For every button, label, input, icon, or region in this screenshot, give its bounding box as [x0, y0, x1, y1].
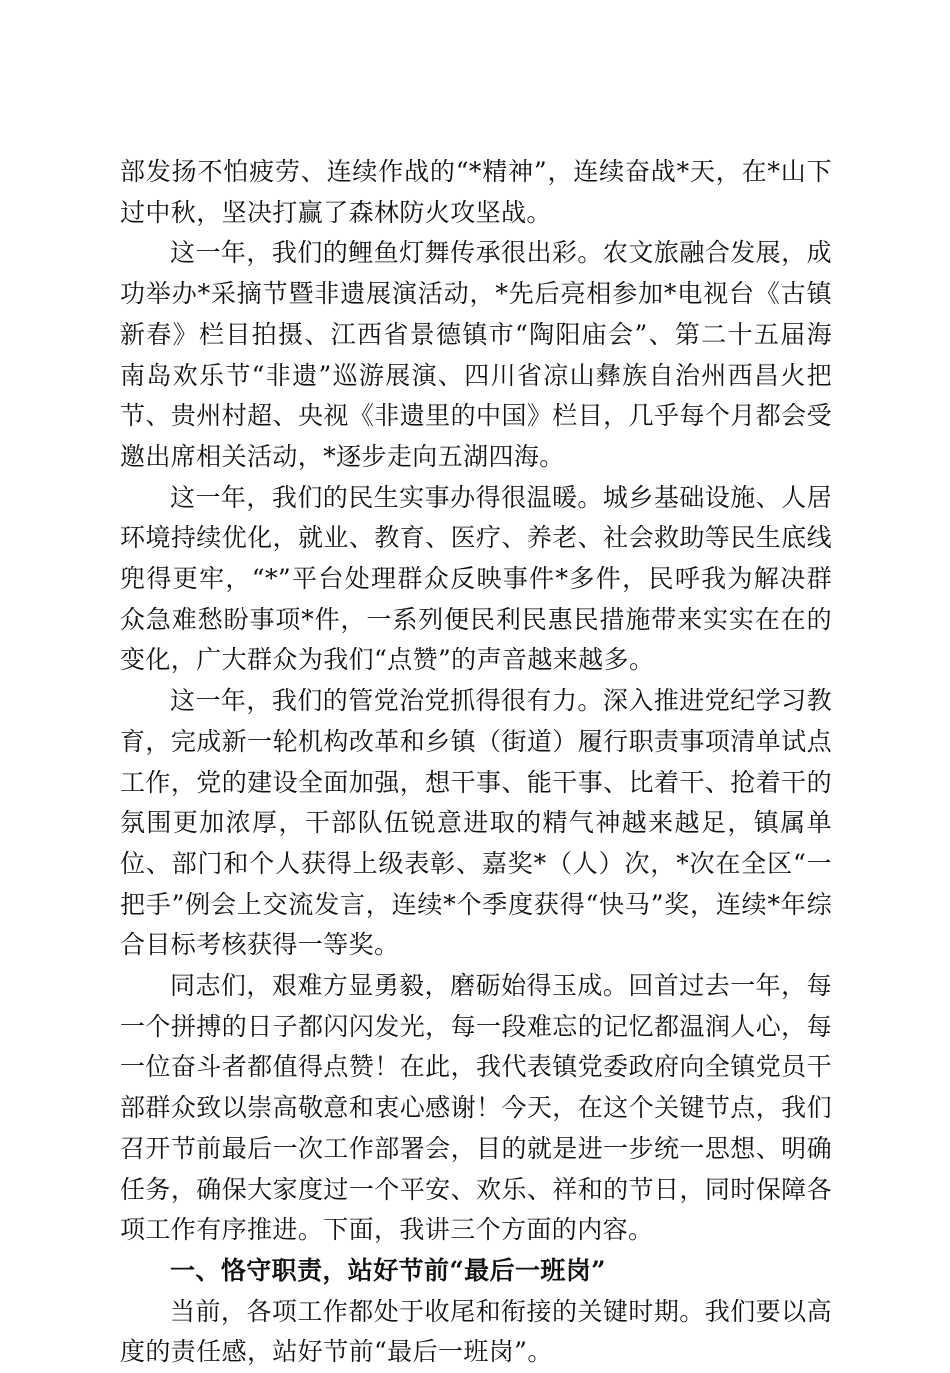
- document-page: [120, 152, 832, 1373]
- paragraph-continued: 部发扬不怕疲劳、连续作战的“*精神”，连续奋战*天，在*山下过中秋，坚决打赢了森林防火攻坚战。: [120, 157, 832, 227]
- paragraph-lantern-dance: 这一年，我们的鲤鱼灯舞传承很出彩。农文旅融合发展，成功举办*采摘节暨非遗展演活动，*先后亮相参加*电视台《古镇新春》栏目拍摄、江西省景德镇市“陶阳庙会”、第二十五届海南岛欢乐节“非遗”巡游展演、四川省凉山彝族自治州西昌火把节、贵州村超、央视《非遗里的中国》栏目，几乎每个月都会受邀出席相关活动，*逐步走向五湖四海。: [120, 238, 832, 471]
- paragraph-party-governance: 这一年，我们的管党治党抓得很有力。深入推进党纪学习教育，完成新一轮机构改革和乡镇（街道）履行职责事项清单试点工作，党的建设全面加强，想干事、能干事、比着干、抢着干的氛围更加浓厚，干部队伍锐意进取的精气神越来越足，镇属单位、部门和个人获得上级表彰、嘉奖*（人）次，*次在全区“一把手”例会上交流发言，连续*个季度获得“快马”奖，连续*年综合目标考核获得一等奖。: [120, 686, 832, 960]
- paragraph-livelihood: 这一年，我们的民生实事办得很温暖。城乡基础设施、人居环境持续优化，就业、教育、医疗、养老、社会救助等民生底线兜得更牢，“*”平台处理群众反映事件*多件，民呼我为解决群众急难愁盼事项*件，一系列便民利民惠民措施带来实实在在的变化，广大群众为我们“点赞”的声音越来越多。: [120, 482, 832, 675]
- paragraph-closing: 当前，各项工作都处于收尾和衔接的关键时期。我们要以高度的责任感，站好节前“最后一班岗”。: [120, 1296, 832, 1367]
- paragraph-comrades: 同志们，艰难方显勇毅，磨砺始得玉成。回首过去一年，每一个拼搏的日子都闪闪发光，每一段难忘的记忆都温润人心，每一位奋斗者都值得点赞！在此，我代表镇党委政府向全镇党员干部群众致以崇高敬意和衷心感谢！今天，在这个关键节点，我们召开节前最后一次工作部署会，目的就是进一步统一思想、明确任务，确保大家度过一个平安、欢乐、祥和的节日，同时保障各项工作有序推进。下面，我讲三个方面的内容。: [120, 971, 832, 1245]
- section-heading: 一、恪守职责，站好节前“最后一班岗”: [170, 1255, 606, 1285]
